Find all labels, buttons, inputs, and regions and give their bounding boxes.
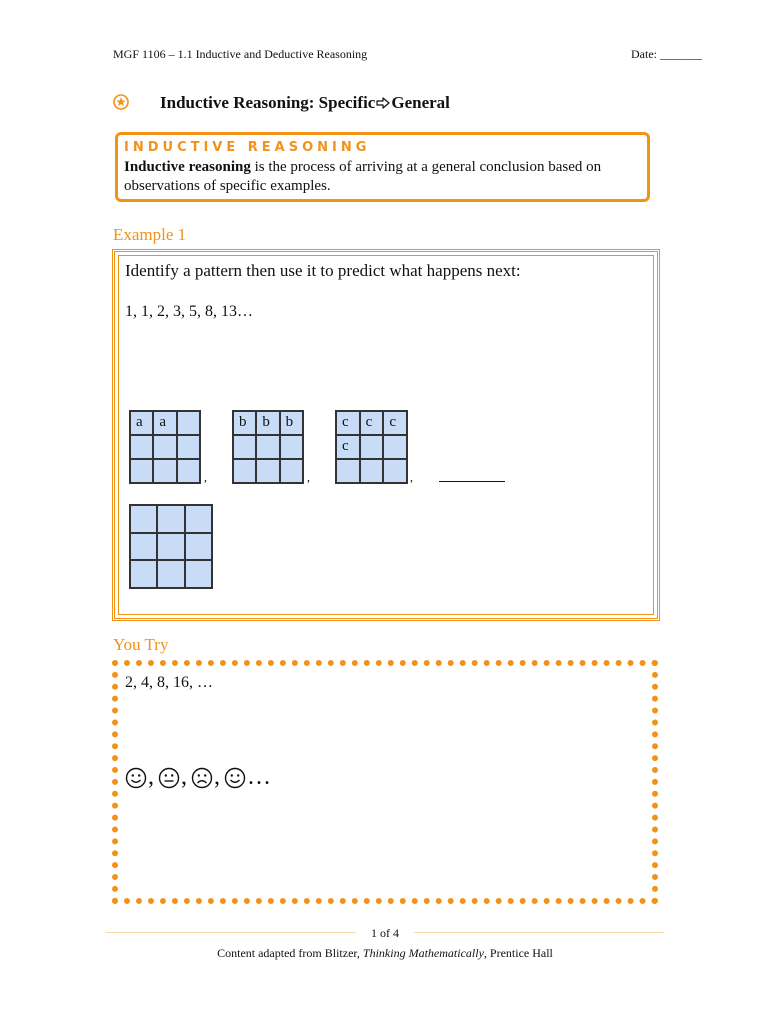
grid-cell	[185, 533, 212, 561]
grid-separator-comma: ,	[410, 470, 413, 484]
grid-cell	[157, 505, 184, 533]
header-date: Date: _______	[631, 47, 702, 61]
frown-face-icon	[191, 767, 213, 789]
credit-prefix: Content adapted from Blitzer,	[217, 946, 363, 960]
arrow-right-icon	[376, 97, 390, 109]
face-sequence	[125, 764, 275, 791]
grid-cell	[130, 560, 157, 588]
definition-term: Inductive reasoning	[124, 159, 251, 175]
pattern-grid-3	[335, 410, 408, 484]
footer-credit	[0, 946, 770, 961]
section-title-part1: Inductive Reasoning: Specific	[160, 93, 376, 112]
neutral-face-icon	[158, 767, 180, 789]
grid-cell	[256, 459, 279, 483]
grid-cell: c	[336, 435, 360, 459]
credit-title: Thinking Mathematically	[362, 946, 484, 960]
credit-suffix: , Prentice Hall	[483, 946, 553, 960]
grid-cell	[177, 411, 200, 435]
grid-cell	[336, 459, 360, 483]
you-try-label: You Try	[113, 635, 169, 654]
pattern-grid-4	[129, 504, 213, 589]
grid-cell	[233, 459, 256, 483]
pattern-grid-1	[129, 410, 201, 484]
definition-heading: INDUCTIVE REASONING	[124, 140, 371, 155]
grid-cell: c	[360, 411, 384, 435]
grid-cell	[360, 459, 384, 483]
grid-cell	[383, 459, 407, 483]
grid-cell	[233, 435, 256, 459]
star-icon	[113, 94, 129, 110]
smile-face-icon	[125, 767, 147, 789]
you-try-sequence: 2, 4, 8, 16, …	[125, 674, 213, 691]
example1-prompt: Identify a pattern then use it to predict what happens next:	[125, 261, 521, 280]
grid-cell: a	[153, 411, 176, 435]
definition-body: is the process of arriving at a general conclusion based on observations of specific examples.	[124, 159, 602, 194]
grid-cell: c	[336, 411, 360, 435]
face-separator: ,	[214, 764, 220, 790]
grid-cell	[280, 435, 303, 459]
grid-cell	[256, 435, 279, 459]
grid-cell	[157, 533, 184, 561]
grid-separator-comma: ,	[204, 470, 207, 484]
grid-cell: c	[383, 411, 407, 435]
definition-text	[124, 158, 649, 196]
grid-cell	[130, 505, 157, 533]
grid-cell	[130, 533, 157, 561]
grid-cell: b	[233, 411, 256, 435]
grid-cell	[280, 459, 303, 483]
face-separator: ,	[181, 764, 187, 790]
grid-cell	[153, 435, 176, 459]
grid-cell	[153, 459, 176, 483]
page-number: 1 of 4	[371, 926, 399, 940]
section-title	[160, 93, 450, 113]
grid-cell	[130, 435, 153, 459]
grid-cell	[177, 459, 200, 483]
grid-cell	[185, 505, 212, 533]
grid-cell: b	[256, 411, 279, 435]
example1-sequence: 1, 1, 2, 3, 5, 8, 13…	[125, 303, 253, 320]
grid-cell	[177, 435, 200, 459]
example1-label: Example 1	[113, 225, 187, 244]
face-ellipsis: …	[247, 764, 271, 790]
grid-cell: b	[280, 411, 303, 435]
section-title-part2: General	[391, 93, 450, 112]
smile-face-icon	[224, 767, 246, 789]
pattern-grid-2	[232, 410, 304, 484]
grid-cell	[360, 435, 384, 459]
header-course: MGF 1106 – 1.1 Inductive and Deductive Reasoning	[113, 47, 368, 61]
face-separator: ,	[148, 764, 154, 790]
grid-cell	[130, 459, 153, 483]
grid-cell	[383, 435, 407, 459]
grid-cell	[185, 560, 212, 588]
grid-cell	[157, 560, 184, 588]
grid-cell: a	[130, 411, 153, 435]
grid-separator-comma: ,	[307, 470, 310, 484]
answer-blank[interactable]	[439, 481, 505, 483]
